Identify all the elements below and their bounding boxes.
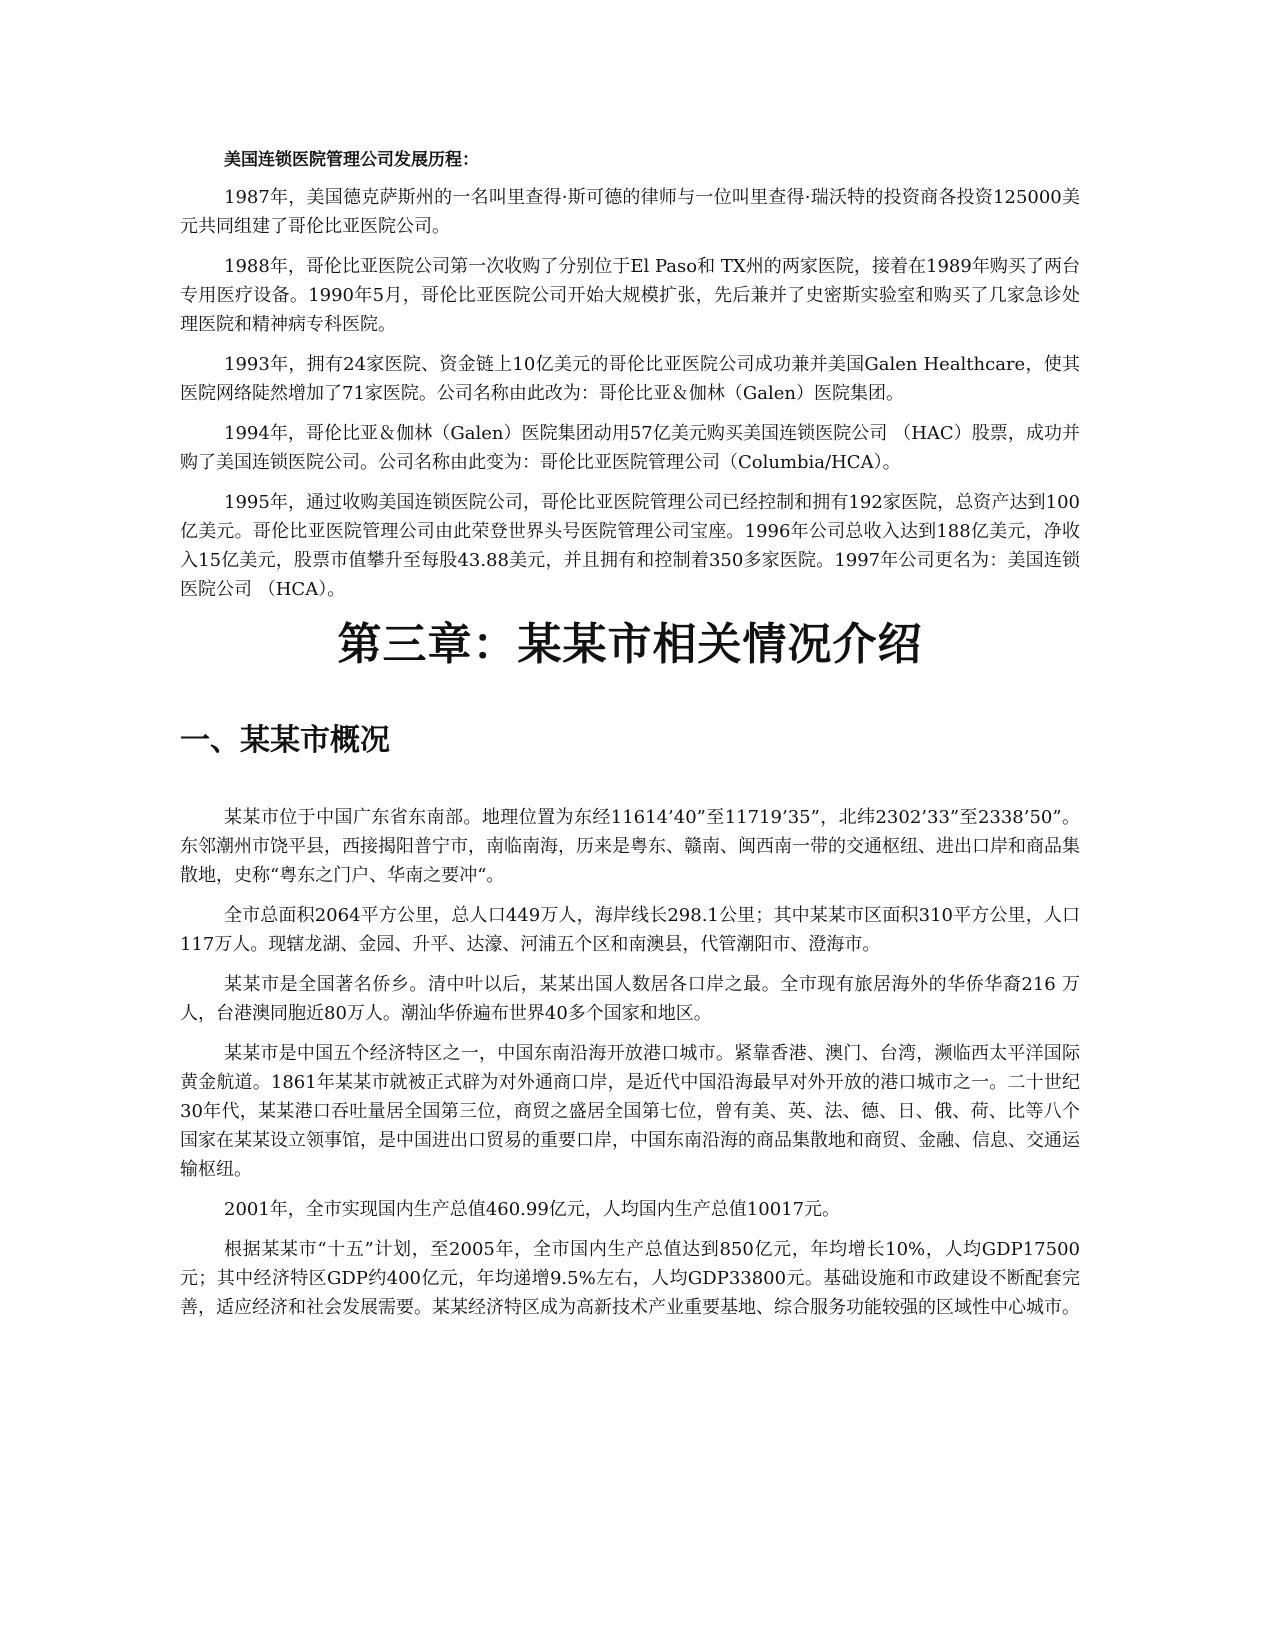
history-paragraph-2: 1988年，哥伦比亚医院公司第一次收购了分别位于El Paso和 TX州的两家医院，接着在1989年购买了两台专用医疗设备。1990年5月，哥伦比亚医院公司开始大规模扩张，先后兼并了史密斯实验室和购买了几家急诊处理医院和精神病专科医院。: [180, 256, 1080, 335]
history-paragraph-1: 1987年，美国德克萨斯州的一名叫里查得·斯可德的律师与一位叫里查得·瑞沃特的投资商各投资125000美元共同组建了哥伦比亚医院公司。: [180, 187, 1080, 237]
document-page: [180, 145, 1080, 1333]
overview-section-title: 一、某某市概况: [180, 723, 390, 758]
overview-paragraph-6: 根据某某市“十五”计划，至2005年，全市国内生产总值达到850亿元，年均增长10%，人均GDP17500元；其中经济特区GDP约400亿元，年均递增9.5%左右，人均GDP33800元。基础设施和市政建设不断配套完善，适应经济和社会发展需要。某某经济特区成为高新技术产业重要基地、综合服务功能较强的区域性中心城市。: [180, 1239, 1080, 1318]
overview-paragraph-2: 全市总面积2064平方公里，总人口449万人，海岸线长298.1公里；其中某某市区面积310平方公里，人口117万人。现辖龙湖、金园、升平、达濠、河浦五个区和南澳县，代管潮阳市、澄海市。: [180, 905, 1080, 955]
history-paragraph-3: 1993年，拥有24家医院、资金链上10亿美元的哥伦比亚医院公司成功兼并美国Galen Healthcare，使其医院网络陡然增加了71家医院。公司名称由此改为：哥伦比亚＆伽林（Galen）医院集团。: [180, 354, 1080, 404]
history-paragraph-5: 1995年，通过收购美国连锁医院公司，哥伦比亚医院管理公司已经控制和拥有192家医院，总资产达到100亿美元。哥伦比亚医院管理公司由此荣登世界头号医院管理公司宝座。1996年公司总收入达到188亿美元，净收入15亿美元，股票市值攀升至每股43.88美元，并且拥有和控制着350多家医院。1997年公司更名为：美国连锁医院公司 （HCA）。: [180, 492, 1080, 600]
history-section-title: 美国连锁医院管理公司发展历程：: [224, 150, 479, 170]
overview-paragraph-5: 2001年，全市实现国内生产总值460.99亿元，人均国内生产总值10017元。: [224, 1199, 841, 1220]
overview-paragraph-1: 某某市位于中国广东省东南部。地理位置为东经11614’40”至11719’35”，北纬2302’33”至2338’50”。东邻潮州市饶平县，西接揭阳普宁市，南临南海，历来是粤东、赣南、闽西南一带的交通枢纽、进出口岸和商品集散地，史称“粤东之门户、华南之要冲“。: [180, 807, 1080, 886]
history-paragraph-4: 1994年，哥伦比亚＆伽林（Galen）医院集团动用57亿美元购买美国连锁医院公司 （HAC）股票，成功并购了美国连锁医院公司。公司名称由此变为：哥伦比亚医院管理公司（Columbia/HCA）。: [180, 423, 1080, 473]
chapter-title: 第三章：某某市相关情况介绍: [337, 619, 923, 670]
overview-paragraph-4: 某某市是中国五个经济特区之一，中国东南沿海开放港口城市。紧靠香港、澳门、台湾，濒临西太平洋国际黄金航道。1861年某某市就被正式辟为对外通商口岸，是近代中国沿海最早对外开放的港口城市之一。二十世纪30年代，某某港口吞吐量居全国第三位，商贸之盛居全国第七位，曾有美、英、法、德、日、俄、荷、比等八个国家在某某设立领事馆，是中国进出口贸易的重要口岸，中国东南沿海的商品集散地和商贸、金融、信息、交通运输枢纽。: [180, 1043, 1080, 1180]
overview-paragraph-3: 某某市是全国著名侨乡。清中叶以后，某某出国人数居各口岸之最。全市现有旅居海外的华侨华裔216 万人，台港澳同胞近80万人。潮汕华侨遍布世界40多个国家和地区。: [180, 974, 1080, 1024]
